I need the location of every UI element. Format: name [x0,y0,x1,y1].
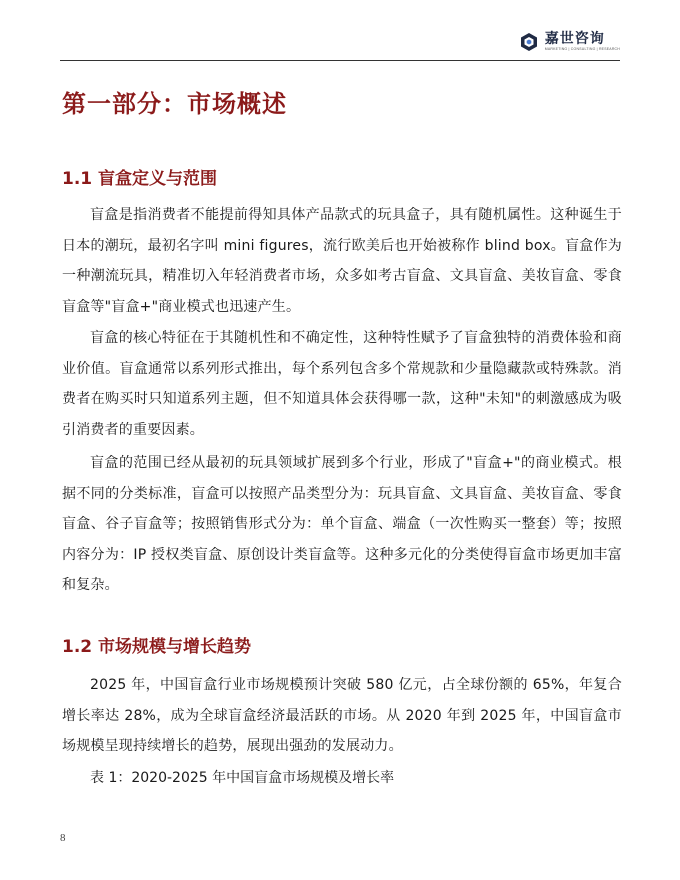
section-title-definition: 1.1 盲盒定义与范围 [62,169,218,189]
part-title: 第一部分：市场概述 [62,89,287,118]
table-caption: 表 1：2020-2025 年中国盲盒市场规模及增长率 [90,770,395,786]
brand-logo-icon [519,32,539,52]
brand-logo [519,28,620,56]
page-number: 8 [60,832,66,844]
paragraph-definition: 盲盒是指消费者不能提前得知具体产品款式的玩具盒子，具有随机属性。这种诞生于日本的潮玩，最初名字叫 mini figures，流行欧美后也开始被称作 blind box。盲盒作为一种潮流玩具，精准切入年轻消费者市场，众多如考古盲盒、文具盲盒、美妆盲盒、零食盲盒等"盲盒+"商业模式也迅速产生。 [62,207,622,315]
brand-name: 嘉世咨询 [544,31,605,48]
brand-text [545,32,620,52]
paragraph-scope: 盲盒的范围已经从最初的玩具领域扩展到多个行业，形成了"盲盒+"的商业模式。根据不同的分类标准，盲盒可以按照产品类型分为：玩具盲盒、文具盲盒、美妆盲盒、零食盲盒、谷子盲盒等；按照销售形式分为：单个盲盒、端盒（一次性购买一整套）等；按照内容分为：IP 授权类盲盒、原创设计类盲盒等。这种多元化的分类使得盲盒市场更加丰富和复杂。 [62,455,622,593]
paragraph-market-size: 2025 年，中国盲盒行业市场规模预计突破 580 亿元，占全球份额的 65%，年复合增长率达 28%，成为全球盲盒经济最活跃的市场。从 2020 年到 2025 年，中国盲盒市场规模呈现持续增长的趋势，展现出强劲的发展动力。 [62,677,622,754]
brand-tagline: MARKETING | CONSULTING | RESEARCH [544,47,620,52]
section-title-market-size: 1.2 市场规模与增长趋势 [62,637,252,657]
paragraph-core-features: 盲盒的核心特征在于其随机性和不确定性，这种特性赋予了盲盒独特的消费体验和商业价值。盲盒通常以系列形式推出，每个系列包含多个常规款和少量隐藏款或特殊款。消费者在购买时只知道系列主题，但不知道具体会获得哪一款，这种"未知"的刺激感成为吸引消费者的重要因素。 [62,330,622,438]
page-header [60,28,620,61]
